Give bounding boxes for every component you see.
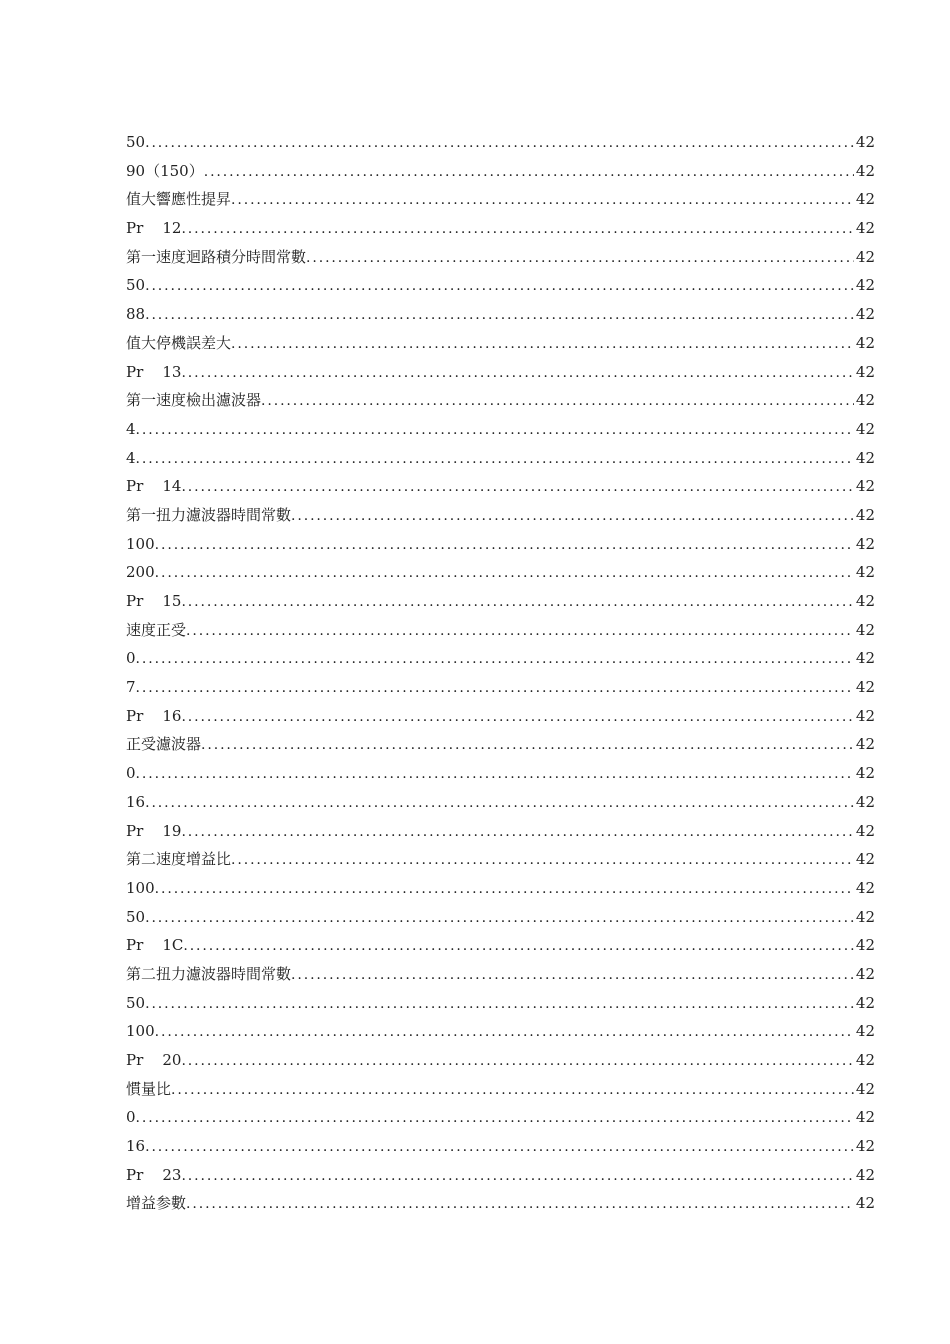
toc-dot-leader xyxy=(291,961,854,989)
toc-entry-page-number: 42 xyxy=(855,735,875,754)
toc-dot-leader xyxy=(186,1190,854,1218)
toc-entry-page-number: 42 xyxy=(855,448,875,467)
toc-entry xyxy=(126,185,875,214)
toc-dot-leader xyxy=(145,990,854,1018)
toc-entry-page-number: 42 xyxy=(855,1165,875,1184)
toc-entry-page-number: 42 xyxy=(855,1108,875,1127)
toc-entry-label: 速度正受 xyxy=(126,620,187,639)
toc-entry-page-number: 42 xyxy=(855,477,875,496)
toc-entry xyxy=(126,386,875,415)
toc-entry-label: 200 xyxy=(126,563,155,582)
toc-entry-page-number: 42 xyxy=(855,821,875,840)
toc-dot-leader xyxy=(145,789,854,817)
toc-dot-leader xyxy=(231,846,854,874)
toc-entry xyxy=(126,501,875,530)
toc-dot-leader xyxy=(291,502,854,530)
toc-dot-leader xyxy=(204,158,854,186)
toc-entry-label: 第一速度檢出濾波器 xyxy=(126,391,262,410)
toc-entry xyxy=(126,558,875,587)
toc-entry-page-number: 42 xyxy=(855,907,875,926)
toc-entry xyxy=(126,616,875,645)
toc-entry-page-number: 42 xyxy=(855,133,875,151)
toc-entry-label: 值大停機誤差大 xyxy=(126,333,232,352)
toc-dot-leader xyxy=(136,445,854,473)
toc-dot-leader xyxy=(181,1162,853,1190)
toc-entry-page-number: 42 xyxy=(855,1194,875,1213)
toc-dot-leader xyxy=(155,875,854,903)
toc-dot-leader xyxy=(136,1104,854,1132)
toc-entry xyxy=(126,788,875,817)
table-of-contents xyxy=(126,128,875,1218)
toc-dot-leader xyxy=(231,330,854,358)
toc-entry-page-number: 42 xyxy=(855,1079,875,1098)
toc-entry-label: 100 xyxy=(126,1022,155,1041)
toc-entry-label: 16 xyxy=(126,1137,146,1156)
toc-entry-label: Pr 14 xyxy=(126,477,182,496)
toc-entry-label: Pr 16 xyxy=(126,706,182,725)
toc-entry-label: 第二速度增益比 xyxy=(126,850,232,869)
toc-entry-label: 4 xyxy=(126,448,136,467)
toc-entry-page-number: 42 xyxy=(855,362,875,381)
toc-entry xyxy=(126,759,875,788)
toc-entry-label: 88 xyxy=(126,305,146,324)
toc-entry-page-number: 42 xyxy=(855,563,875,582)
toc-entry-label: Pr 13 xyxy=(126,362,182,381)
toc-entry xyxy=(126,874,875,903)
toc-dot-leader xyxy=(231,186,854,214)
toc-entry-label: 第一速度迴路積分時間常數 xyxy=(126,247,307,266)
toc-entry-label: 第一扭力濾波器時間常數 xyxy=(126,505,292,524)
toc-dot-leader xyxy=(155,531,854,559)
toc-entry xyxy=(126,329,875,358)
toc-entry-page-number: 42 xyxy=(855,391,875,410)
toc-dot-leader xyxy=(201,731,854,759)
toc-entry-label: 值大響應性提昇 xyxy=(126,190,232,209)
toc-entry-label: 50 xyxy=(126,907,146,926)
toc-entry xyxy=(126,271,875,300)
toc-entry-label: 16 xyxy=(126,792,146,811)
toc-entry xyxy=(126,989,875,1018)
toc-entry-page-number: 42 xyxy=(855,649,875,668)
toc-entry xyxy=(126,1046,875,1075)
toc-entry xyxy=(126,243,875,272)
toc-dot-leader xyxy=(181,703,853,731)
toc-entry-page-number: 42 xyxy=(855,678,875,697)
toc-entry-page-number: 42 xyxy=(855,333,875,352)
toc-entry-page-number: 42 xyxy=(855,936,875,955)
toc-entry xyxy=(126,214,875,243)
toc-entry xyxy=(126,587,875,616)
toc-entry-label: 增益参數 xyxy=(126,1194,187,1213)
toc-entry-page-number: 42 xyxy=(855,161,875,180)
toc-dot-leader xyxy=(181,473,853,501)
toc-entry xyxy=(126,300,875,329)
toc-entry-label: 50 xyxy=(126,276,146,295)
toc-entry-label: 50 xyxy=(126,993,146,1012)
toc-dot-leader xyxy=(181,215,853,243)
toc-entry-label: Pr 1C xyxy=(126,936,184,955)
toc-entry-label: 第二扭力濾波器時間常數 xyxy=(126,964,292,983)
toc-entry xyxy=(126,157,875,186)
toc-entry-label: 4 xyxy=(126,419,136,438)
toc-entry-page-number: 42 xyxy=(855,764,875,783)
toc-entry xyxy=(126,1189,875,1218)
toc-entry xyxy=(126,530,875,559)
toc-dot-leader xyxy=(181,588,853,616)
toc-dot-leader xyxy=(181,818,853,846)
toc-entry-label: 0 xyxy=(126,764,136,783)
toc-entry-label: 正受濾波器 xyxy=(126,735,202,754)
toc-entry-page-number: 42 xyxy=(855,706,875,725)
toc-entry-label: 50 xyxy=(126,133,146,151)
toc-entry xyxy=(126,444,875,473)
toc-entry-label: Pr 20 xyxy=(126,1051,182,1069)
toc-entry-label: Pr 15 xyxy=(126,592,182,610)
toc-dot-leader xyxy=(181,359,853,387)
toc-entry xyxy=(126,128,875,157)
toc-dot-leader xyxy=(136,416,854,444)
toc-dot-leader xyxy=(136,760,854,788)
toc-entry-page-number: 42 xyxy=(855,878,875,897)
toc-dot-leader xyxy=(186,617,854,645)
toc-dot-leader xyxy=(261,387,854,415)
toc-entry xyxy=(126,960,875,989)
toc-dot-leader xyxy=(155,559,854,587)
toc-entry-label: 100 xyxy=(126,878,155,897)
toc-dot-leader xyxy=(145,272,854,300)
toc-dot-leader xyxy=(145,301,854,329)
toc-entry xyxy=(126,903,875,932)
toc-entry xyxy=(126,702,875,731)
toc-entry-page-number: 42 xyxy=(855,247,875,266)
toc-dot-leader xyxy=(181,1047,853,1075)
toc-dot-leader xyxy=(145,129,854,157)
toc-entry-page-number: 42 xyxy=(855,305,875,324)
toc-entry xyxy=(126,644,875,673)
toc-entry-label: 慣量比 xyxy=(126,1079,172,1098)
toc-entry xyxy=(126,673,875,702)
toc-entry-page-number: 42 xyxy=(855,534,875,553)
toc-entry-page-number: 42 xyxy=(855,219,875,238)
toc-entry xyxy=(126,845,875,874)
toc-dot-leader xyxy=(145,904,854,932)
toc-entry-page-number: 42 xyxy=(855,592,875,610)
toc-entry xyxy=(126,415,875,444)
toc-entry xyxy=(126,730,875,759)
toc-entry-label: 90（150） xyxy=(126,161,204,180)
toc-entry-page-number: 42 xyxy=(855,276,875,295)
toc-dot-leader xyxy=(136,645,854,673)
toc-entry xyxy=(126,817,875,846)
toc-entry-page-number: 42 xyxy=(855,419,875,438)
toc-entry-page-number: 42 xyxy=(855,1051,875,1069)
toc-entry-page-number: 42 xyxy=(855,993,875,1012)
toc-dot-leader xyxy=(145,1133,854,1161)
toc-entry-label: 0 xyxy=(126,649,136,668)
toc-entry-page-number: 42 xyxy=(855,505,875,524)
toc-entry xyxy=(126,472,875,501)
toc-entry-label: 0 xyxy=(126,1108,136,1127)
toc-entry-label: 100 xyxy=(126,534,155,553)
toc-entry-label: 7 xyxy=(126,678,136,697)
toc-entry-label: Pr 12 xyxy=(126,219,182,238)
toc-entry-page-number: 42 xyxy=(855,1022,875,1041)
toc-dot-leader xyxy=(136,674,854,702)
toc-entry-page-number: 42 xyxy=(855,964,875,983)
toc-entry xyxy=(126,358,875,387)
toc-entry-page-number: 42 xyxy=(855,190,875,209)
toc-entry xyxy=(126,1075,875,1104)
toc-entry xyxy=(126,1132,875,1161)
toc-entry-page-number: 42 xyxy=(855,620,875,639)
toc-entry-label: Pr 19 xyxy=(126,821,182,840)
toc-entry xyxy=(126,1161,875,1190)
toc-dot-leader xyxy=(306,244,854,272)
toc-entry xyxy=(126,1103,875,1132)
toc-entry xyxy=(126,1017,875,1046)
toc-entry-page-number: 42 xyxy=(855,1137,875,1156)
toc-entry xyxy=(126,931,875,960)
toc-entry-page-number: 42 xyxy=(855,850,875,869)
toc-entry-page-number: 42 xyxy=(855,792,875,811)
toc-entry-label: Pr 23 xyxy=(126,1165,182,1184)
toc-dot-leader xyxy=(171,1076,854,1104)
toc-dot-leader xyxy=(155,1018,854,1046)
toc-dot-leader xyxy=(183,932,854,960)
